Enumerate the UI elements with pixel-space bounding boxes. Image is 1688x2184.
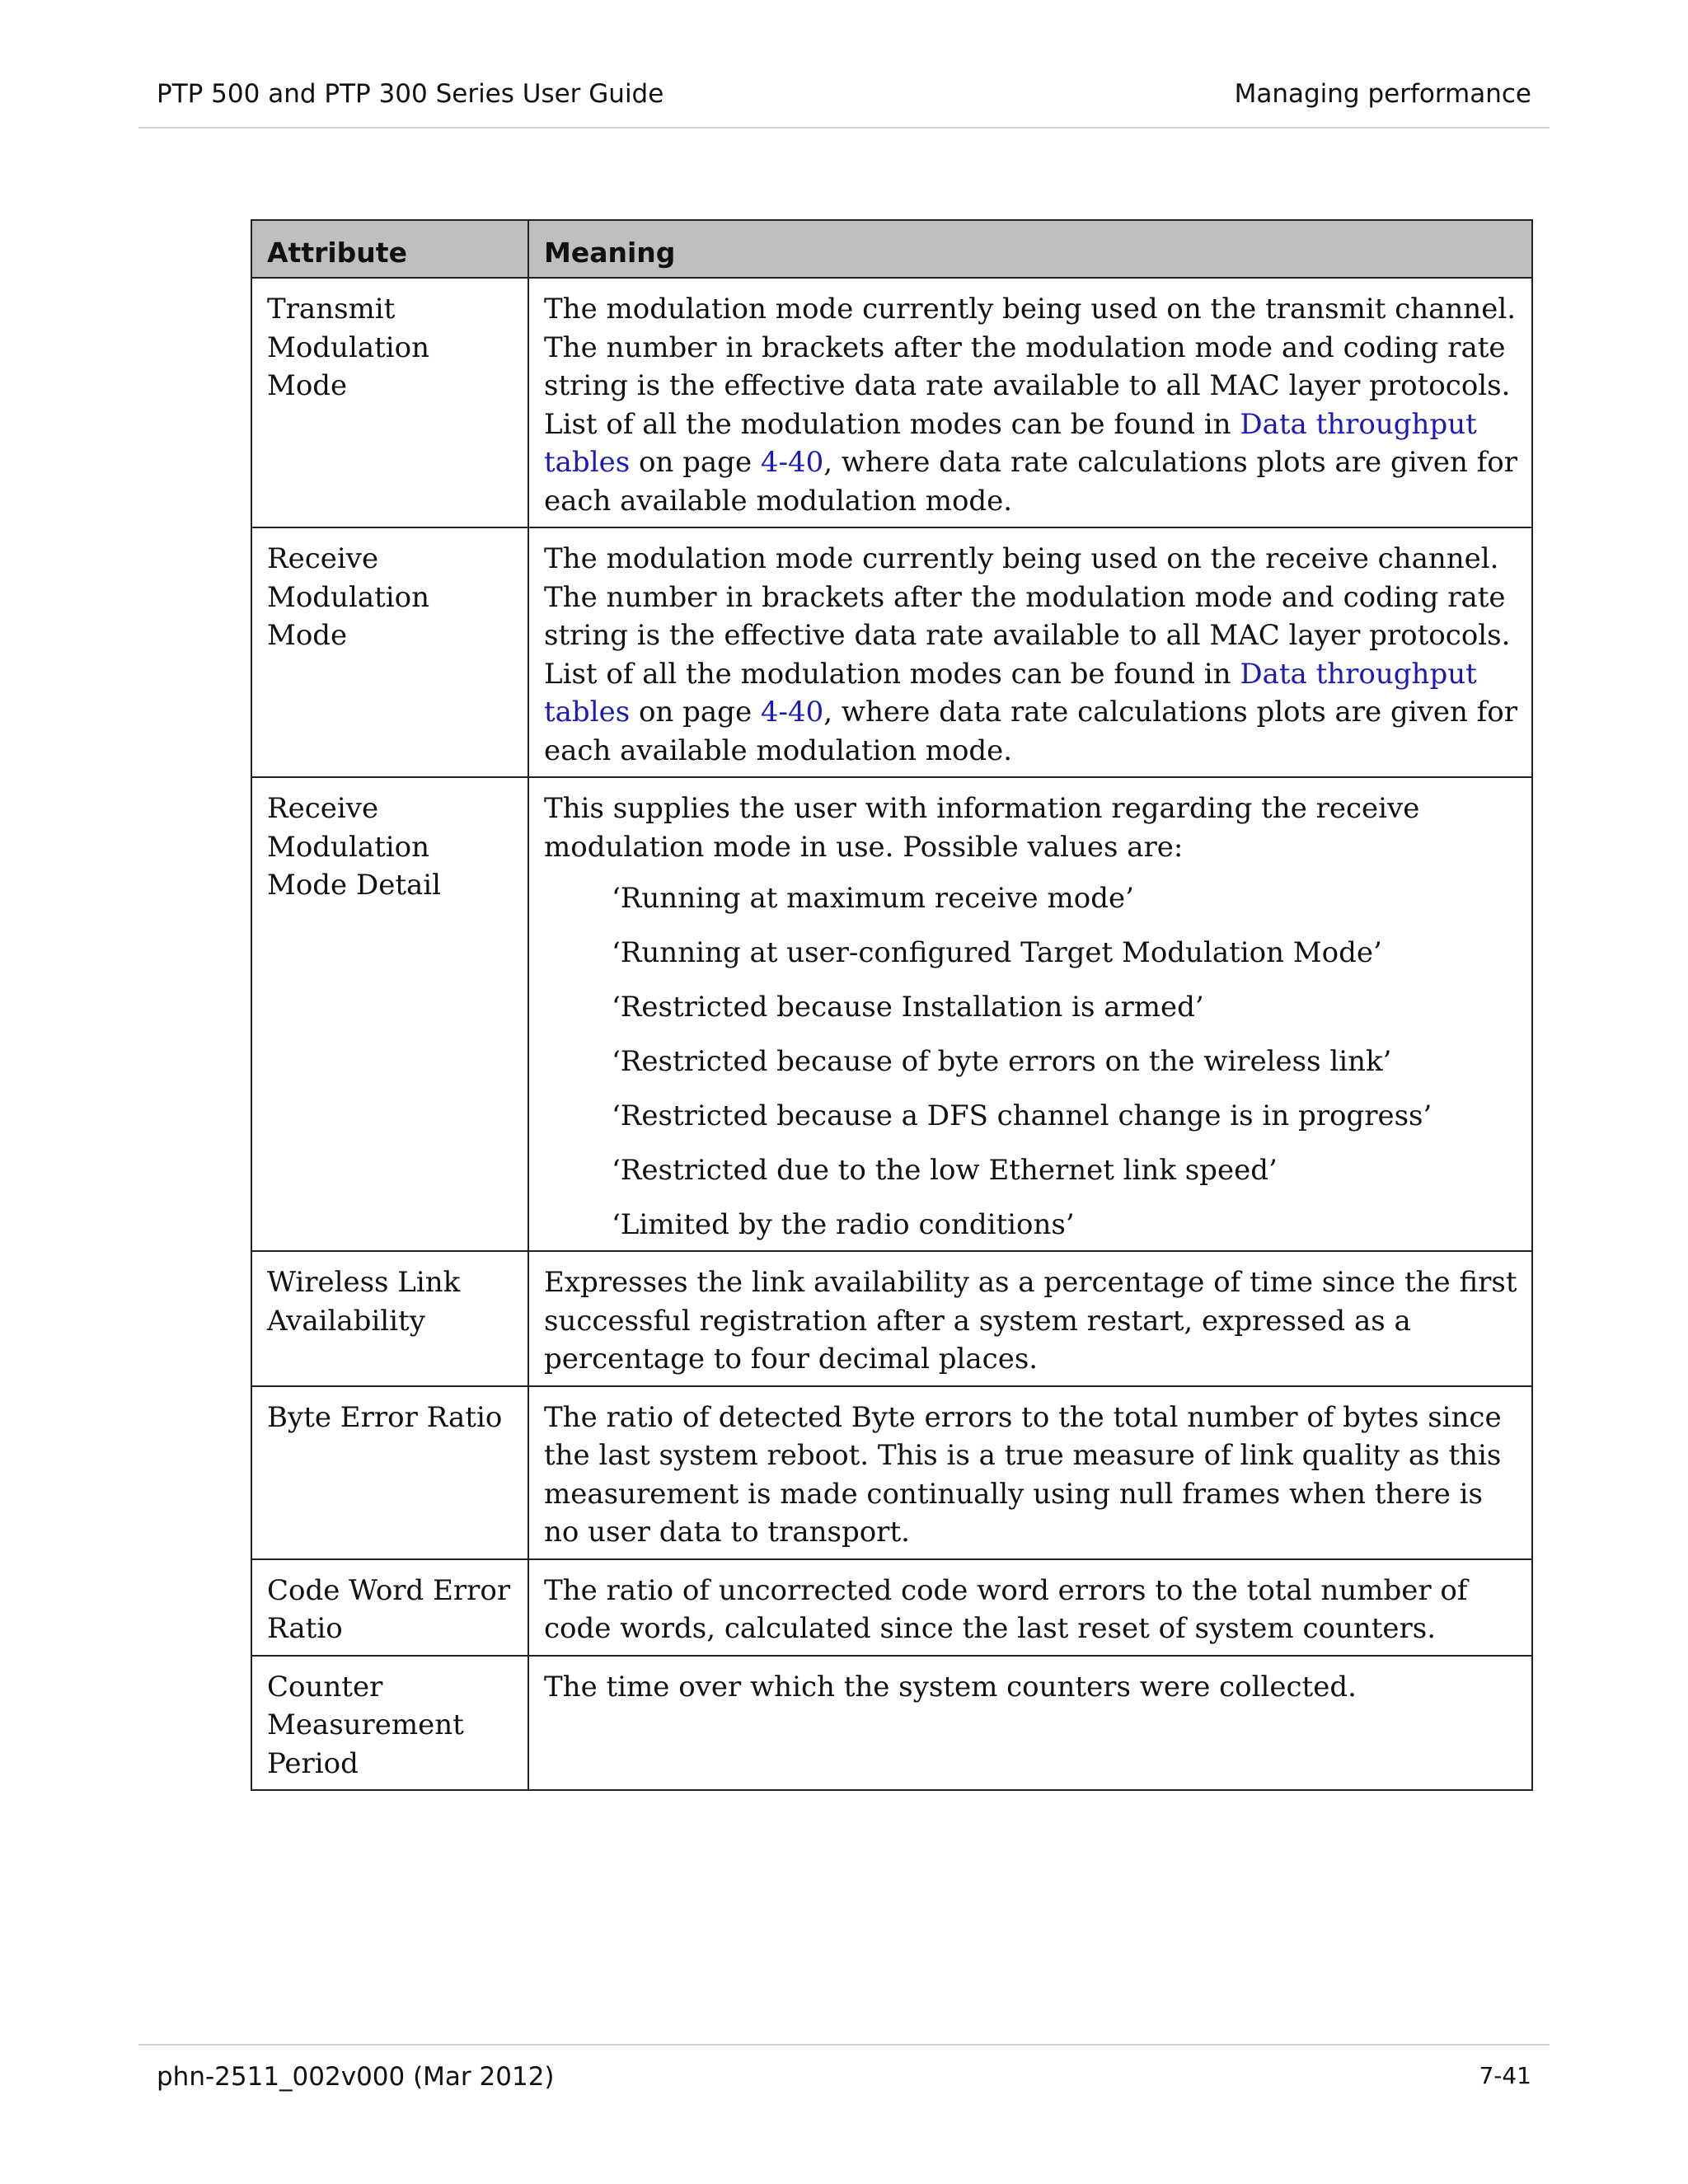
value-item: ‘Limited by the radio conditions’ <box>612 1208 1075 1241</box>
page-footer <box>138 2044 1550 2111</box>
meaning-text: This supplies the user with information regarding the receive modulation mode in use. Possible values are: <box>544 792 1420 864</box>
value-item: ‘Restricted because Installation is armed’ <box>612 991 1204 1024</box>
meaning-text: The ratio of uncorrected code word errors to the total number of code words, calculated since the last reset of system counters. <box>544 1573 1468 1645</box>
attribute-cell <box>251 1251 528 1386</box>
table-row <box>251 1559 1532 1656</box>
meaning-text: on page <box>630 446 761 479</box>
document-id: phn-2511_002v000 (Mar 2012) <box>157 2062 555 2092</box>
attribute-cell <box>251 1656 528 1791</box>
attribute-text: Byte Error Ratio <box>267 1400 503 1434</box>
attribute-cell <box>251 1386 528 1559</box>
attribute-cell <box>251 527 528 777</box>
meaning-cell <box>528 1656 1532 1791</box>
data-throughput-tables-link[interactable]: Data throughput tables <box>544 657 1477 729</box>
data-throughput-tables-link[interactable]: Data throughput tables <box>544 407 1477 479</box>
attribute-table <box>251 219 1533 1791</box>
meaning-cell <box>528 1251 1532 1386</box>
page-ref-link[interactable]: 4-40 <box>760 696 824 729</box>
meaning-text: The modulation mode currently being used on the transmit channel. The number in brackets after the modulation mode and coding rate string is the effective data rate available to all MAC layer protocols. List of all the modulation modes can be found in <box>544 293 1517 441</box>
attribute-cell <box>251 1559 528 1656</box>
attribute-text: Receive Modulation Mode Detail <box>267 792 442 902</box>
table-row <box>251 777 1532 1251</box>
value-item: ‘Running at user-configured Target Modulation Mode’ <box>612 936 1382 969</box>
page-number: 7-41 <box>1479 2062 1531 2089</box>
column-header-meaning: Meaning <box>528 220 1532 278</box>
meaning-text: on page <box>630 696 761 729</box>
meaning-text: The time over which the system counters were collected. <box>544 1670 1357 1704</box>
table-row <box>251 278 1532 527</box>
page-header <box>138 73 1550 129</box>
attribute-text: Wireless Link Availability <box>267 1266 461 1338</box>
attribute-text: Receive Modulation Mode <box>267 542 429 652</box>
document-title: PTP 500 and PTP 300 Series User Guide <box>157 79 664 109</box>
attribute-text: Code Word Error Ratio <box>267 1573 511 1645</box>
table-row <box>251 1251 1532 1386</box>
value-item: ‘Running at maximum receive mode’ <box>612 882 1134 915</box>
meaning-cell <box>528 1386 1532 1559</box>
meaning-cell <box>528 278 1532 527</box>
section-title: Managing performance <box>1234 79 1531 109</box>
attribute-cell <box>251 777 528 1251</box>
attribute-text: Counter Measurement Period <box>267 1670 464 1780</box>
meaning-text: The ratio of detected Byte errors to the total number of bytes since the last system reboot. This is a true measure of link quality as this measurement is made continually using null frames when there is no user data to transport. <box>544 1400 1502 1549</box>
column-header-attribute: Attribute <box>251 220 528 278</box>
value-item: ‘Restricted because a DFS channel change is in progress’ <box>612 1099 1432 1132</box>
meaning-text: The modulation mode currently being used on the receive channel. The number in brackets after the modulation mode and coding rate string is the effective data rate available to all MAC layer protocols. List of all the modulation modes can be found in <box>544 542 1511 691</box>
meaning-cell <box>528 777 1532 1251</box>
meaning-text: , where data rate calculations plots are given for each available modulation mode. <box>544 446 1517 518</box>
page-ref-link[interactable]: 4-40 <box>760 446 824 479</box>
attribute-text: Transmit Modulation Mode <box>267 293 429 402</box>
meaning-cell <box>528 1559 1532 1656</box>
table-header-row <box>251 220 1532 278</box>
value-item: ‘Restricted because of byte errors on the wireless link’ <box>612 1045 1392 1078</box>
value-item: ‘Restricted due to the low Ethernet link speed’ <box>612 1154 1278 1187</box>
meaning-text: , where data rate calculations plots are given for each available modulation mode. <box>544 696 1517 767</box>
meaning-text: Expresses the link availability as a percentage of time since the first successful registration after a system restart, expressed as a percentage to four decimal places. <box>544 1266 1517 1376</box>
table-row <box>251 527 1532 777</box>
table-row <box>251 1386 1532 1559</box>
meaning-cell <box>528 527 1532 777</box>
attribute-cell <box>251 278 528 527</box>
table-row <box>251 1656 1532 1791</box>
